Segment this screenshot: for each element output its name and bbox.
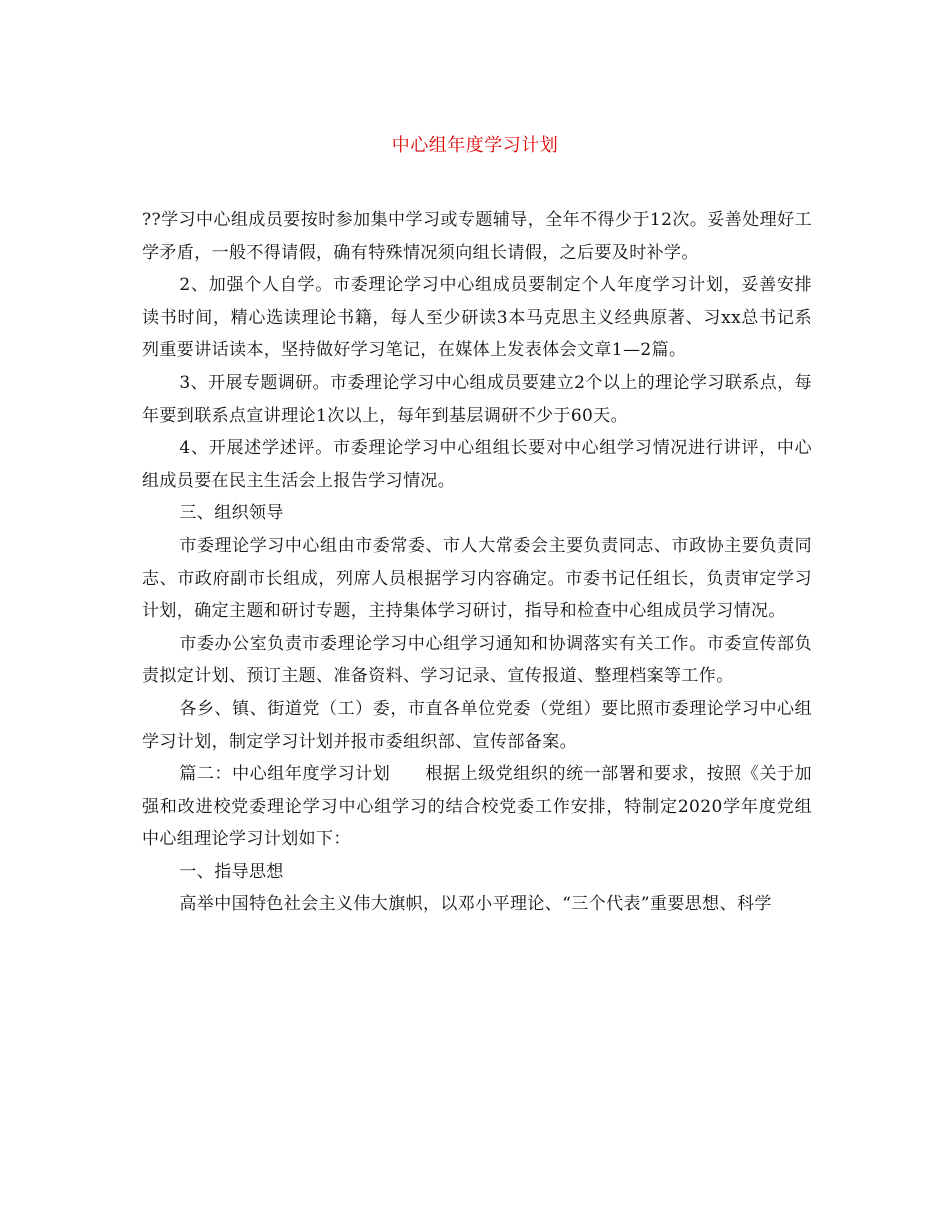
paragraph-group-composition: 市委理论学习中心组由市委常委、市人大常委会主要负责同志、市政协主要负责同志、市政府副市长组成，列席人员根据学习内容确定。市委书记任组长，负责审定学习计划，确定主题和研讨专题，主持集体学习研讨，指导和检查中心组成员学习情况。 xyxy=(142,535,812,622)
paragraph-units: 各乡、镇、街道党（工）委，市直各单位党委（党组）要比照市委理论学习中心组学习计划，制定学习计划并报市委组织部、宣传部备案。 xyxy=(142,698,812,752)
section-heading-leadership: 三、组织领导 xyxy=(179,503,284,524)
paragraph-part-two: 篇二：中心组年度学习计划 根据上级党组织的统一部署和要求，按照《关于加强和改进校党委理论学习中心组学习的结合校党委工作安排，特制定2020学年度党组中心组理论学习计划如下： xyxy=(142,764,812,850)
paragraph-self-study: 2、加强个人自学。市委理论学习中心组成员要制定个人年度学习计划，妥善安排读书时间，精心选读理论书籍，每人至少研读3本马克思主义经典原著、习xx总书记系列重要讲话读本，坚持做好学习笔记，在媒体上发表体会文章1—2篇。 xyxy=(142,275,812,361)
document-body xyxy=(142,204,812,921)
document-title: 中心组年度学习计划 xyxy=(391,135,559,156)
paragraph-guiding-ideology: 高举中国特色社会主义伟大旗帜，以邓小平理论、“三个代表”重要思想、科学 xyxy=(179,894,772,915)
paragraph-research: 3、开展专题调研。市委理论学习中心组成员要建立2个以上的理论学习联系点，每年要到联系点宣讲理论1次以上，每年到基层调研不少于60天。 xyxy=(142,372,812,426)
section-heading-guiding-ideology: 一、指导思想 xyxy=(179,861,284,882)
paragraph-attendance: ??学习中心组成员要按时参加集中学习或专题辅导，全年不得少于12次。妥善处理好工学矛盾，一般不得请假，确有特殊情况须向组长请假，之后要及时补学。 xyxy=(142,210,812,263)
paragraph-office-duties: 市委办公室负责市委理论学习中心组学习通知和协调落实有关工作。市委宣传部负责拟定计划、预订主题、准备资料、学习记录、宣传报道、整理档案等工作。 xyxy=(142,633,812,687)
paragraph-review: 4、开展述学述评。市委理论学习中心组组长要对中心组学习情况进行讲评，中心组成员要在民主生活会上报告学习情况。 xyxy=(142,438,812,491)
